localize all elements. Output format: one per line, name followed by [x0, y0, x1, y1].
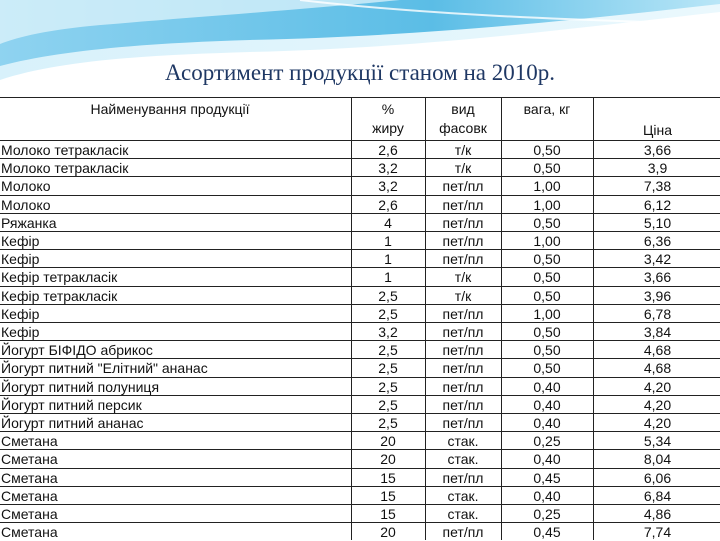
cell-fat: 2,5	[378, 360, 398, 376]
cell-fat: 20	[380, 433, 396, 449]
cell-weight: 0,40	[533, 379, 561, 395]
cell-fat: 20	[380, 524, 396, 540]
cell-pack: стак.	[447, 451, 479, 467]
slide-title: Асортимент продукції станом на 2010р.	[165, 60, 555, 85]
cell-weight: 0,50	[533, 324, 561, 340]
cell-name: Йогурт питний ананас	[1, 415, 144, 431]
cell-weight: 0,50	[533, 160, 561, 176]
cell-pack: пет/пл	[442, 470, 484, 486]
cell-name: Кефір	[1, 233, 40, 249]
cell-name: Молоко	[1, 197, 51, 213]
cell-fat: 2,5	[378, 379, 398, 395]
cell-fat: 3,2	[378, 324, 398, 340]
cell-price: 4,20	[643, 415, 672, 431]
cell-name: Кефір	[1, 251, 40, 267]
cell-pack: пет/пл	[442, 397, 484, 413]
column-divider	[593, 97, 594, 540]
cell-price: 7,74	[643, 524, 672, 540]
cell-weight: 0,50	[533, 251, 561, 267]
cell-price: 5,10	[643, 215, 672, 231]
cell-fat: 4	[384, 215, 392, 231]
cell-pack: пет/пл	[442, 415, 484, 431]
cell-weight: 0,25	[533, 433, 561, 449]
cell-pack: пет/пл	[442, 379, 484, 395]
cell-weight: 0,40	[533, 488, 561, 504]
cell-fat: 3,2	[378, 178, 398, 194]
cell-fat: 20	[380, 451, 396, 467]
cell-price: 4,20	[643, 397, 672, 413]
cell-price: 3,96	[643, 288, 672, 304]
cell-price: 3,9	[647, 160, 668, 176]
cell-weight: 0,50	[533, 269, 561, 285]
cell-name: Йогурт питний персик	[1, 397, 142, 413]
cell-pack: т/к	[454, 160, 472, 176]
cell-price: 4,68	[643, 342, 672, 358]
cell-name: Молоко тетракласік	[1, 142, 129, 158]
cell-pack: стак.	[447, 488, 479, 504]
cell-pack: стак.	[447, 506, 479, 522]
cell-name: Кефір	[1, 324, 40, 340]
cell-price: 4,20	[643, 379, 672, 395]
cell-weight: 0,50	[533, 342, 561, 358]
cell-name: Кефір	[1, 306, 40, 322]
cell-price: 7,38	[643, 178, 672, 194]
cell-price: 6,78	[643, 306, 672, 322]
cell-weight: 1,00	[533, 306, 561, 322]
header-fat-line1: %	[381, 101, 395, 117]
cell-name: Сметана	[1, 506, 58, 522]
cell-name: Йогурт питний полуниця	[1, 379, 160, 395]
cell-fat: 15	[380, 470, 396, 486]
cell-pack: пет/пл	[442, 342, 484, 358]
cell-fat: 1	[384, 269, 392, 285]
cell-fat: 3,2	[378, 160, 398, 176]
cell-pack: стак.	[447, 433, 479, 449]
cell-weight: 0,45	[533, 524, 561, 540]
cell-fat: 2,5	[378, 306, 398, 322]
cell-weight: 0,40	[533, 451, 561, 467]
cell-fat: 2,5	[378, 415, 398, 431]
cell-weight: 0,45	[533, 470, 561, 486]
cell-weight: 1,00	[533, 233, 561, 249]
cell-pack: пет/пл	[442, 215, 484, 231]
cell-name: Сметана	[1, 451, 58, 467]
cell-pack: пет/пл	[442, 306, 484, 322]
cell-price: 8,04	[643, 451, 672, 467]
cell-pack: т/к	[454, 269, 472, 285]
cell-weight: 0,40	[533, 415, 561, 431]
cell-pack: пет/пл	[442, 197, 484, 213]
cell-name: Молоко	[1, 178, 51, 194]
cell-fat: 15	[380, 506, 396, 522]
cell-pack: пет/пл	[442, 233, 484, 249]
cell-fat: 1	[384, 233, 392, 249]
header-pack-line1: вид	[451, 101, 475, 117]
cell-weight: 0,25	[533, 506, 561, 522]
cell-fat: 1	[384, 251, 392, 267]
cell-price: 5,34	[643, 433, 672, 449]
header-price: Ціна	[643, 122, 672, 138]
cell-price: 3,84	[643, 324, 672, 340]
cell-fat: 2,5	[378, 397, 398, 413]
cell-pack: пет/пл	[442, 178, 484, 194]
cell-fat: 15	[380, 488, 396, 504]
cell-weight: 0,50	[533, 142, 561, 158]
cell-price: 6,06	[643, 470, 672, 486]
cell-fat: 2,5	[378, 342, 398, 358]
cell-pack: пет/пл	[442, 360, 484, 376]
cell-price: 4,68	[643, 360, 672, 376]
cell-pack: пет/пл	[442, 251, 484, 267]
cell-name: Сметана	[1, 524, 58, 540]
cell-name: Сметана	[1, 433, 58, 449]
cell-weight: 1,00	[533, 197, 561, 213]
cell-weight: 0,50	[533, 215, 561, 231]
cell-name: Молоко тетракласік	[1, 160, 129, 176]
cell-price: 3,42	[643, 251, 672, 267]
header-fat-line2: жиру	[372, 120, 404, 136]
cell-weight: 0,50	[533, 360, 561, 376]
cell-price: 6,84	[643, 488, 672, 504]
table-top-border	[0, 97, 720, 98]
cell-weight: 0,40	[533, 397, 561, 413]
cell-name: Йогурт БІФІДО абрикос	[1, 342, 153, 358]
cell-price: 6,36	[643, 233, 672, 249]
cell-pack: пет/пл	[442, 324, 484, 340]
cell-name: Кефір тетракласік	[1, 269, 118, 285]
product-table	[0, 97, 720, 540]
cell-fat: 2,5	[378, 288, 398, 304]
cell-fat: 2,6	[378, 142, 398, 158]
cell-pack: т/к	[454, 142, 472, 158]
cell-name: Сметана	[1, 470, 58, 486]
cell-price: 3,66	[643, 269, 672, 285]
cell-name: Йогурт питний "Елітний" ананас	[1, 360, 208, 376]
cell-weight: 1,00	[533, 178, 561, 194]
cell-pack: т/к	[454, 288, 472, 304]
cell-price: 4,86	[643, 506, 672, 522]
header-pack-line2: фасовк	[439, 120, 487, 136]
cell-name: Кефір тетракласік	[1, 288, 118, 304]
cell-pack: пет/пл	[442, 524, 484, 540]
header-name: Найменування продукції	[90, 101, 250, 117]
cell-fat: 2,6	[378, 197, 398, 213]
cell-weight: 0,50	[533, 288, 561, 304]
header-weight: вага, кг	[523, 101, 571, 117]
cell-price: 6,12	[643, 197, 672, 213]
cell-name: Ряжанка	[1, 215, 57, 231]
cell-name: Сметана	[1, 488, 58, 504]
cell-price: 3,66	[643, 142, 672, 158]
